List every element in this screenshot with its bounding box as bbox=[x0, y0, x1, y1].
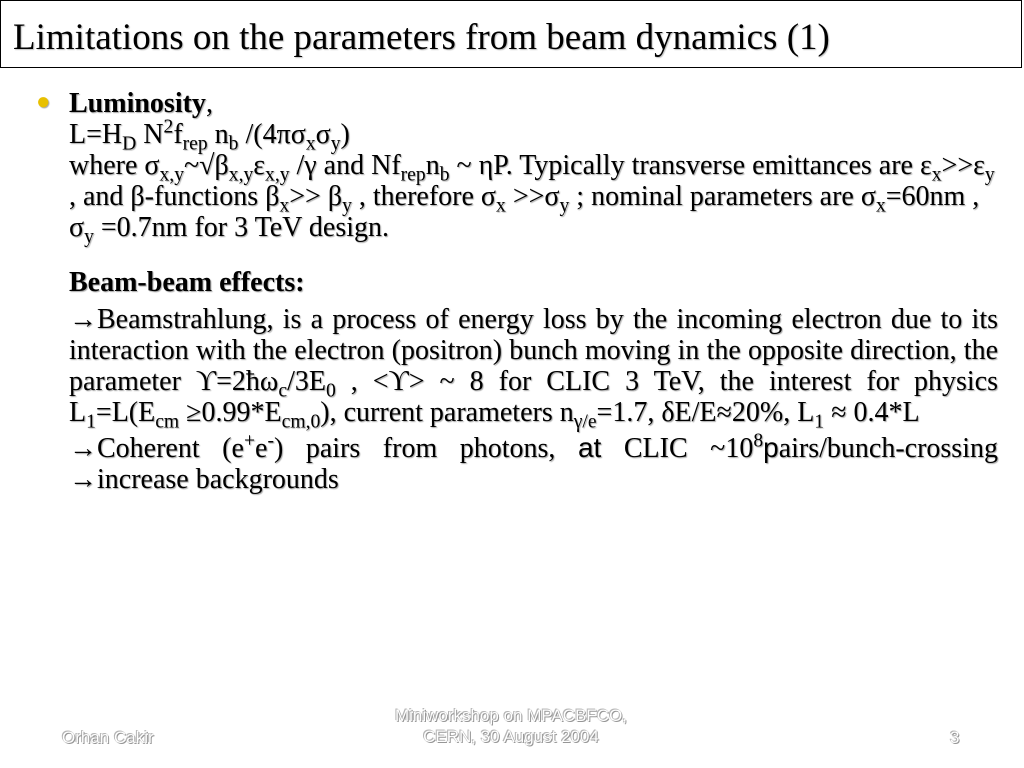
footer-event bbox=[360, 705, 662, 747]
footer-page-number: 3 bbox=[950, 728, 960, 747]
right-arrow-icon: → bbox=[69, 464, 97, 495]
slide-body bbox=[36, 88, 998, 495]
slide-title: Limitations on the parameters from beam dynamics (1) bbox=[13, 17, 830, 58]
luminosity-heading-comma: , bbox=[205, 88, 213, 119]
spacer bbox=[36, 243, 998, 267]
bullet-dot-icon: ● bbox=[36, 89, 51, 115]
right-arrow-icon: → bbox=[69, 304, 97, 335]
luminosity-bullet bbox=[36, 88, 998, 119]
footer-event-line1: Miniworkshop on MPACBFCO, bbox=[394, 706, 628, 725]
coherent-pairs-paragraph: →Coherent (e+e-) pairs from photons, at CLIC $\sim 10^8pairs/bunch$-crossing →increase backgrounds bbox=[69, 430, 998, 495]
luminosity-formula: $L=H_D$ $N^2f_{rep}$ $n_b$ $/(4\pi\sigma_x\sigma_y)$ bbox=[69, 116, 350, 155]
right-arrow-icon: → bbox=[69, 433, 97, 464]
beamstrahlung-paragraph: →Beamstrahlung, is a process of energy loss by the incoming electron due to its interaction with the electron (positron) bunch moving in the opposite direction, the parameter $ϒ=2ħ\omega_c/3E_0$ , <ϒ> ~ 8 for CLIC 3 TeV, the interest for physics $L_1=L(E_{cm} \ge 0.99*E_{cm,0})$, current parameters $n_{\gamma/e}=1.7$, δE/E≈20%, $L_1 \approx 0.4*L$ bbox=[69, 304, 998, 433]
title-frame bbox=[0, 0, 1022, 68]
luminosity-explanation: where $\sigma_{x,y}\sim√\beta_{x,y}\varepsilon_{x,y}$ /γ and $Nf_{rep}n_b$ ~ ηP. Typically transverse emittances are $\varepsilon_x>>\varepsilon_y$ , and β-functions $\beta_x>> \beta_y$ , therefore $\sigma_x >>\sigma_y$ ; nominal parameters are $\sigma_x=60nm$ , $\sigma_y =0.7nm$ for 3 TeV design. bbox=[69, 150, 995, 248]
footer-event-line2: CERN, 30 August 2004 bbox=[423, 727, 599, 746]
footer-author: Orhan Cakir bbox=[62, 728, 154, 747]
luminosity-heading: Luminosity bbox=[69, 88, 206, 119]
beam-beam-heading: Beam-beam effects: bbox=[69, 267, 305, 298]
